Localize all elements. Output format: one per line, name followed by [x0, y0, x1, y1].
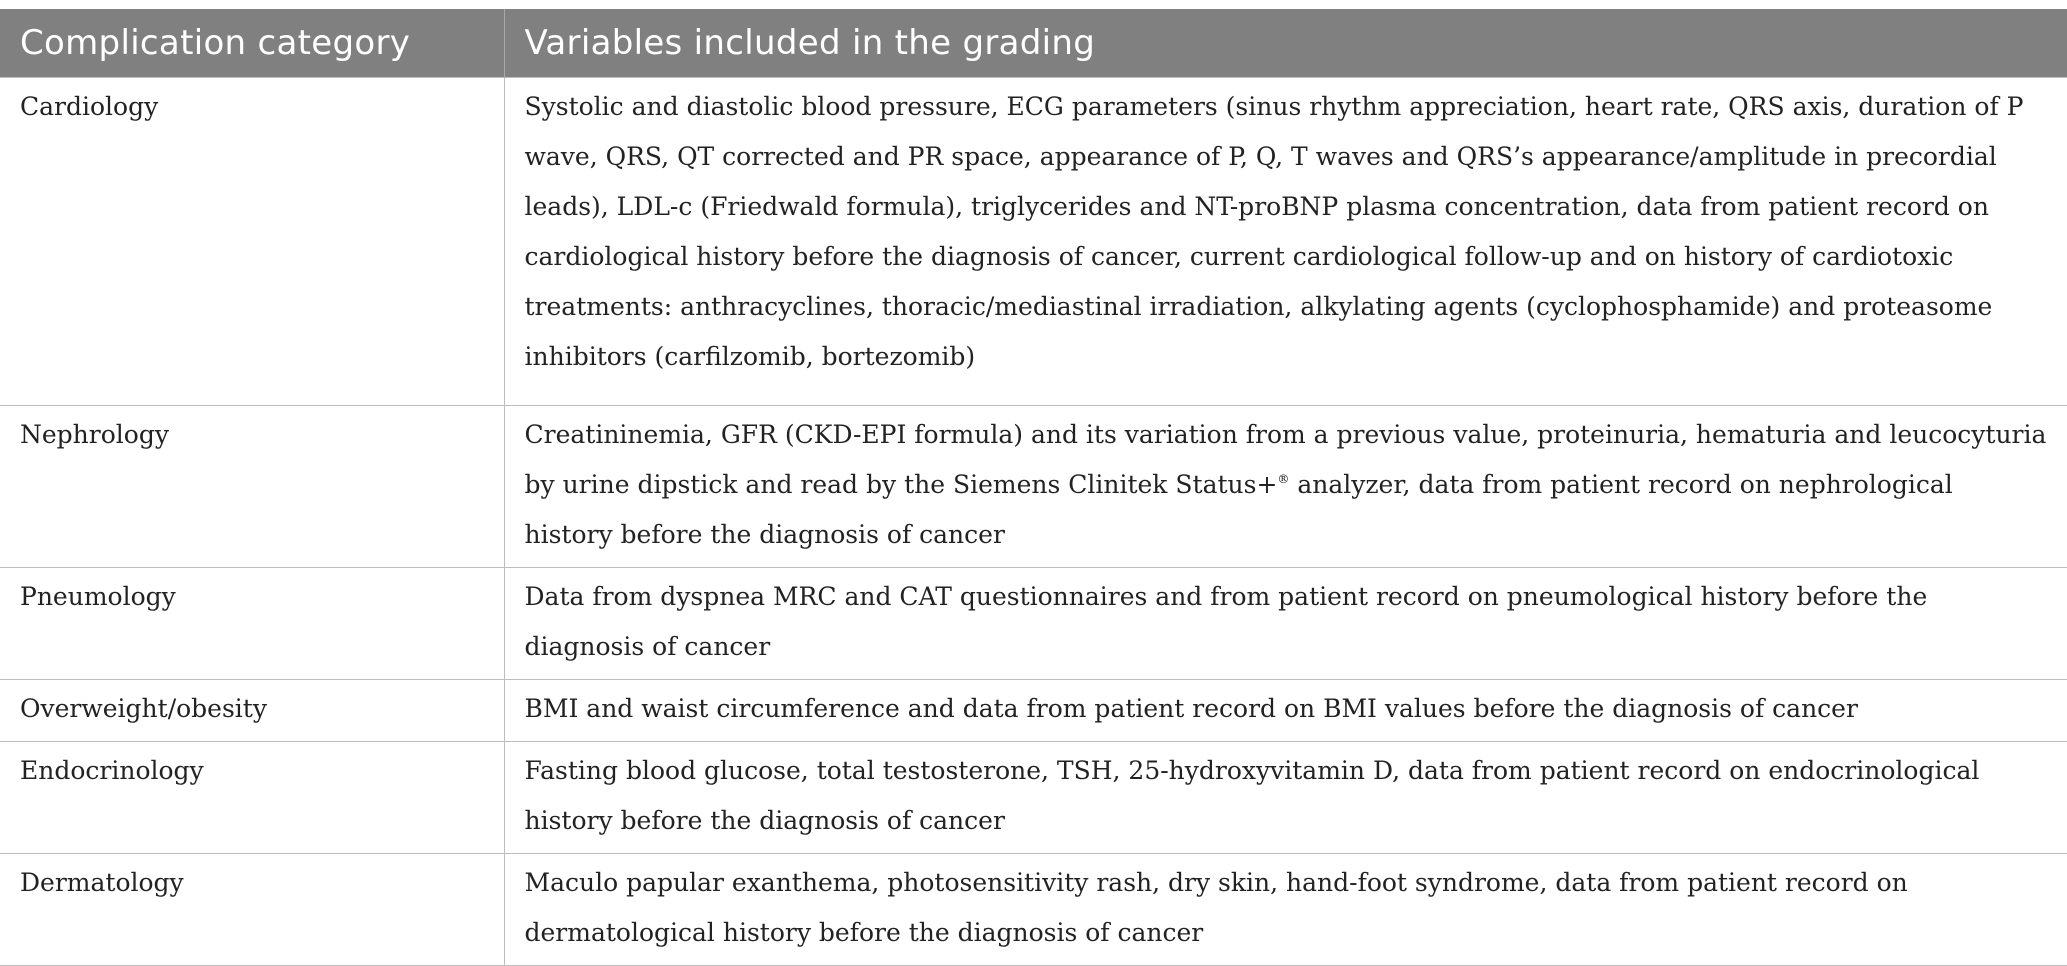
- table-row: [0, 853, 2067, 965]
- variables-cell: Fasting blood glucose, total testosterone, TSH, 25-hydroxyvitamin D, data from patient record on endocrinological history before the diagnosis of cancer: [504, 741, 2067, 853]
- category-cell: Cardiology: [0, 77, 504, 405]
- variables-text-after: analyzer, data from patient record on nephrological history before the diagnosis of cancer: [524, 469, 1953, 549]
- table-row: [0, 77, 2067, 405]
- table-row: [0, 567, 2067, 679]
- category-cell: Pneumology: [0, 567, 504, 679]
- variables-cell: BMI and waist circumference and data from patient record on BMI values before the diagnosis of cancer: [504, 679, 2067, 741]
- header-variables: Variables included in the grading: [504, 9, 2067, 77]
- category-cell: Nephrology: [0, 405, 504, 567]
- grading-table: [0, 9, 2067, 966]
- variables-text-before: Creatininemia, GFR (CKD-EPI formula) and its variation from a previous value, proteinuria, hematuria and leucocyturia by urine dipstick and read by the Siemens Clinitek Status+: [524, 419, 2047, 499]
- complications-table: [0, 9, 2067, 966]
- registered-mark: ®: [1277, 471, 1290, 486]
- table-row: [0, 679, 2067, 741]
- header-complication-category: Complication category: [0, 9, 504, 77]
- header-row: [0, 9, 2067, 77]
- category-cell: Overweight/obesity: [0, 679, 504, 741]
- table-header: [0, 9, 2067, 77]
- variables-cell: Maculo papular exanthema, photosensitivity rash, dry skin, hand-foot syndrome, data from patient record on dermatological history before the diagnosis of cancer: [504, 853, 2067, 965]
- category-cell: Dermatology: [0, 853, 504, 965]
- table-row: [0, 741, 2067, 853]
- table-row: [0, 405, 2067, 567]
- variables-cell: Systolic and diastolic blood pressure, ECG parameters (sinus rhythm appreciation, heart rate, QRS axis, duration of P wave, QRS, QT corrected and PR space, appearance of P, Q, T waves and QRS’s appearance/amplitude in precordial leads), LDL-c (Friedwald formula), triglycerides and NT-proBNP plasma concentration, data from patient record on cardiological history before the diagnosis of cancer, current cardiological follow-up and on history of cardiotoxic treatments: anthracyclines, thoracic/mediastinal irradiation, alkylating agents (cyclophosphamide) and proteasome inhibitors (carfilzomib, bortezomib): [504, 77, 2067, 405]
- variables-cell: [504, 405, 2067, 567]
- variables-cell: Data from dyspnea MRC and CAT questionnaires and from patient record on pneumological history before the diagnosis of cancer: [504, 567, 2067, 679]
- table-body: [0, 77, 2067, 965]
- category-cell: Endocrinology: [0, 741, 504, 853]
